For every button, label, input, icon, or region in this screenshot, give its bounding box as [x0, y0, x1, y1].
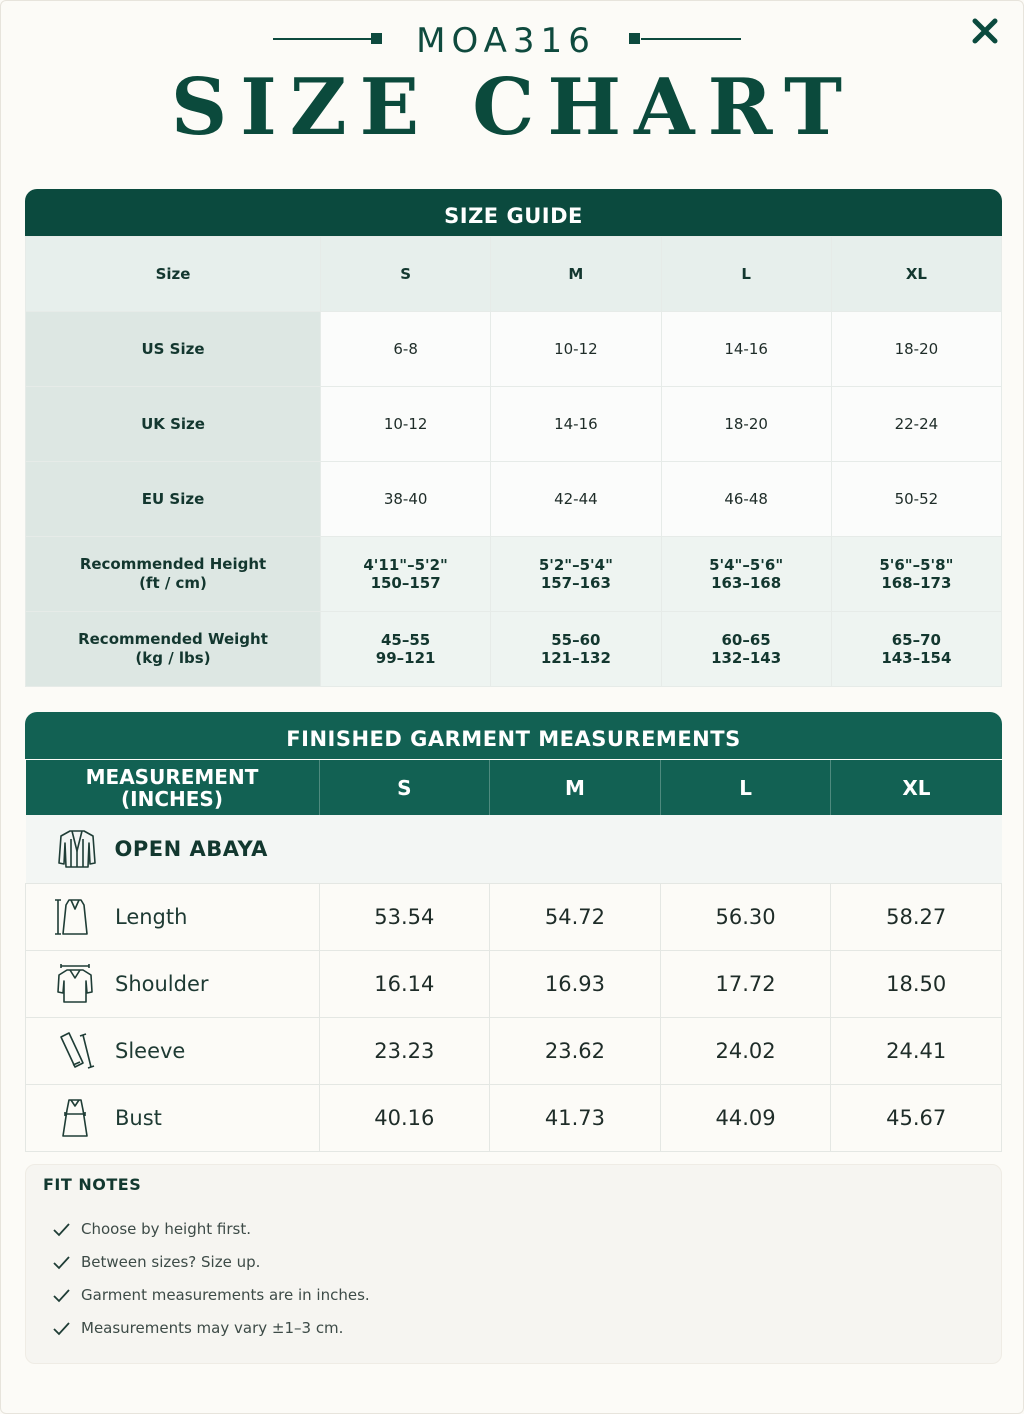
column-header-l: L	[661, 237, 831, 312]
fit-note-text: Garment measurements are in inches.	[81, 1286, 370, 1304]
fit-notes-panel	[25, 1164, 1002, 1364]
row-label-cell	[26, 884, 320, 951]
fit-note-text: Between sizes? Size up.	[81, 1253, 261, 1271]
column-header-xl: XL	[831, 760, 1002, 815]
decorative-rule-left	[273, 38, 373, 40]
table-cell: 16.14	[319, 951, 490, 1018]
column-header-s: S	[321, 237, 491, 312]
height-ft: 5'6"–5'8"	[879, 556, 954, 574]
column-header-line: MEASUREMENT	[85, 764, 259, 789]
table-cell: 22-24	[831, 387, 1001, 462]
table-cell: 6-8	[321, 312, 491, 387]
table-cell	[491, 612, 661, 687]
row-label-unit: (kg / lbs)	[135, 649, 211, 667]
fit-note-text: Choose by height first.	[81, 1220, 251, 1238]
table-cell: 24.02	[660, 1018, 831, 1085]
row-label-text: Shoulder	[115, 972, 209, 996]
group-title: OPEN ABAYA	[114, 837, 268, 861]
row-label-line: Recommended Height	[79, 555, 267, 573]
header	[1, 19, 1024, 153]
length-icon	[53, 895, 97, 939]
table-cell: 38-40	[321, 462, 491, 537]
weight-lbs: 143–154	[881, 649, 952, 667]
column-header-m: M	[491, 237, 661, 312]
row-label-text: Length	[115, 905, 188, 929]
row-label: EU Size	[26, 462, 321, 537]
row-label-line: Recommended Weight	[78, 630, 268, 648]
column-header-m: M	[490, 760, 661, 815]
height-ft: 4'11"–5'2"	[363, 556, 448, 574]
table-cell: 53.54	[319, 884, 490, 951]
weight-lbs: 99–121	[375, 649, 436, 667]
column-header-unit: (INCHES)	[121, 786, 223, 811]
table-cell: 18.50	[831, 951, 1002, 1018]
height-cm: 168–173	[881, 574, 952, 592]
table-cell: 10-12	[491, 312, 661, 387]
table-cell: 16.93	[490, 951, 661, 1018]
table-cell: 56.30	[660, 884, 831, 951]
table-cell	[321, 537, 491, 612]
table-cell: 14-16	[661, 312, 831, 387]
height-ft: 5'4"–5'6"	[709, 556, 784, 574]
check-icon	[50, 1251, 72, 1273]
bust-icon	[53, 1096, 97, 1140]
table-row-recommended-height	[26, 537, 1002, 612]
table-cell: 24.41	[831, 1018, 1002, 1085]
table-row-eu-size	[26, 462, 1002, 537]
weight-lbs: 132–143	[711, 649, 782, 667]
height-cm: 163–168	[711, 574, 782, 592]
list-item	[50, 1283, 370, 1307]
table-cell	[661, 612, 831, 687]
decorative-rule-right	[641, 38, 741, 40]
table-cell: 18-20	[661, 387, 831, 462]
column-header-xl: XL	[831, 237, 1001, 312]
row-label	[27, 962, 318, 1006]
table-cell: 23.23	[319, 1018, 490, 1085]
decorative-square-right	[629, 33, 640, 44]
table-cell: 14-16	[491, 387, 661, 462]
decorative-square-left	[371, 33, 382, 44]
table-cell: 23.62	[490, 1018, 661, 1085]
weight-kg: 65–70	[891, 631, 941, 649]
row-label-text: Bust	[115, 1106, 162, 1130]
weight-kg: 55–60	[551, 631, 601, 649]
row-label-cell	[26, 951, 320, 1018]
table-cell: 18-20	[831, 312, 1001, 387]
row-label	[27, 895, 318, 939]
table-cell: 41.73	[490, 1085, 661, 1152]
table-cell: 17.72	[660, 951, 831, 1018]
measurements-table	[25, 760, 1002, 1152]
measurements-heading: FINISHED GARMENT MEASUREMENTS	[25, 712, 1002, 759]
fit-notes-title: FIT NOTES	[43, 1175, 142, 1194]
table-cell	[321, 612, 491, 687]
column-header-s: S	[319, 760, 490, 815]
product-code: MOA316	[416, 21, 596, 61]
height-cm: 150–157	[370, 574, 441, 592]
weight-lbs: 121–132	[540, 649, 611, 667]
page-title: SIZE CHART	[170, 62, 856, 153]
check-icon	[50, 1218, 72, 1240]
row-label	[26, 612, 321, 687]
row-label	[26, 537, 321, 612]
table-header-row	[26, 760, 1002, 815]
column-header-measurement	[26, 760, 320, 815]
table-cell	[831, 612, 1001, 687]
weight-kg: 60–65	[721, 631, 771, 649]
table-cell: 42-44	[491, 462, 661, 537]
table-cell: 45.67	[831, 1085, 1002, 1152]
table-header-row	[26, 237, 1002, 312]
height-ft: 5'2"–5'4"	[538, 556, 613, 574]
column-header-size: Size	[26, 237, 321, 312]
height-cm: 157–163	[540, 574, 611, 592]
table-cell	[661, 537, 831, 612]
table-cell: 46-48	[661, 462, 831, 537]
list-item	[50, 1217, 251, 1241]
size-guide-table	[25, 236, 1002, 687]
row-label-cell	[26, 1085, 320, 1152]
table-cell	[491, 537, 661, 612]
fit-note-text: Measurements may vary ±1–3 cm.	[81, 1319, 344, 1337]
group-row-open-abaya	[26, 815, 1002, 884]
table-cell: 44.09	[660, 1085, 831, 1152]
row-label	[27, 1096, 318, 1140]
row-label	[27, 1029, 318, 1073]
row-label: UK Size	[26, 387, 321, 462]
table-row-length	[26, 884, 1002, 951]
row-label-text: Sleeve	[115, 1039, 186, 1063]
column-header-l: L	[660, 760, 831, 815]
table-cell	[831, 537, 1001, 612]
weight-kg: 45–55	[381, 631, 431, 649]
table-cell: 58.27	[831, 884, 1002, 951]
table-row-shoulder	[26, 951, 1002, 1018]
table-row-bust	[26, 1085, 1002, 1152]
list-item	[50, 1316, 343, 1340]
table-row-recommended-weight	[26, 612, 1002, 687]
abaya-icon	[55, 827, 99, 871]
product-code-row	[1, 19, 1024, 63]
row-label-unit: (ft / cm)	[139, 574, 207, 592]
table-cell: 54.72	[490, 884, 661, 951]
table-row-us-size	[26, 312, 1002, 387]
table-cell: 40.16	[319, 1085, 490, 1152]
check-icon	[50, 1284, 72, 1306]
list-item	[50, 1250, 260, 1274]
row-label-cell	[26, 1018, 320, 1085]
table-cell: 10-12	[321, 387, 491, 462]
group-cell	[26, 815, 1002, 884]
sleeve-icon	[53, 1029, 97, 1073]
check-icon	[50, 1317, 72, 1339]
group-label	[27, 827, 1001, 871]
table-row-uk-size	[26, 387, 1002, 462]
row-label: US Size	[26, 312, 321, 387]
size-guide-heading: SIZE GUIDE	[25, 189, 1002, 236]
table-row-sleeve	[26, 1018, 1002, 1085]
table-cell: 50-52	[831, 462, 1001, 537]
shoulder-icon	[53, 962, 97, 1006]
